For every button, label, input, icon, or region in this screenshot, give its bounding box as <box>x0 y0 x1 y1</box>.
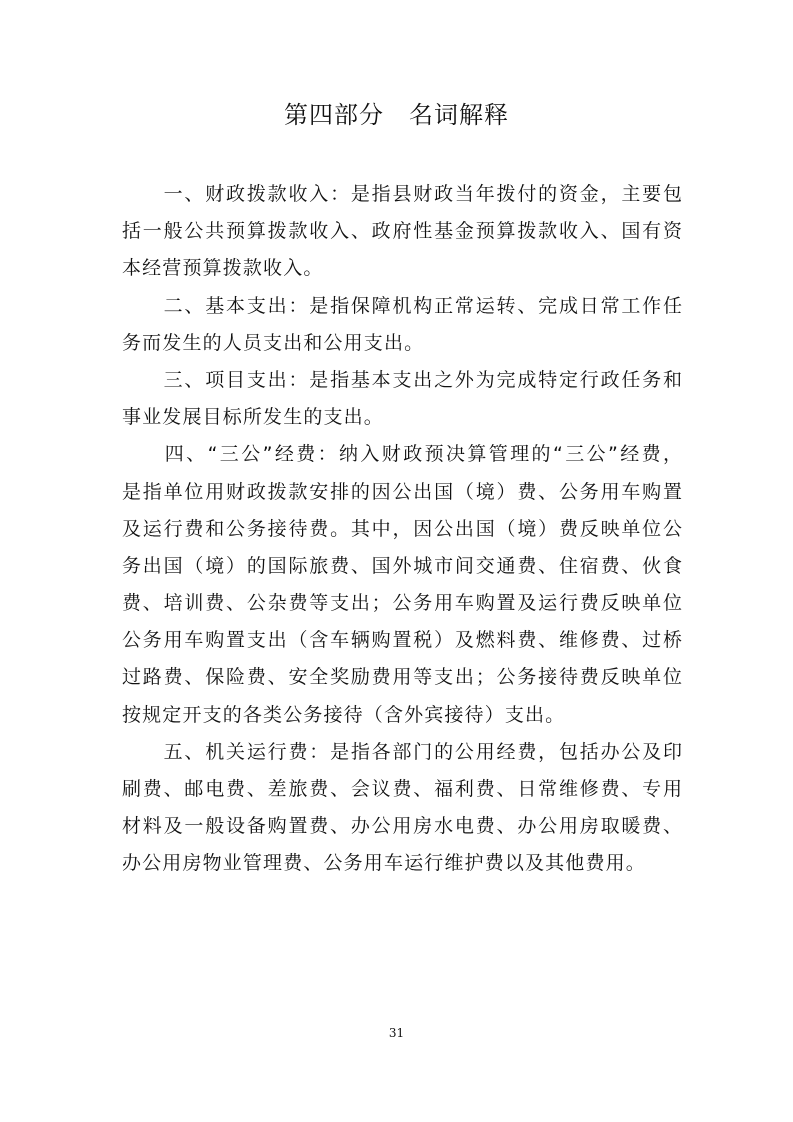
text-line: 五、机关运行费：是指各部门的公用经费，包括办公及印 <box>122 740 682 763</box>
text-line: 公务用车购置支出（含车辆购置税）及燃料费、维修费、过桥 <box>122 629 682 652</box>
page-number: 31 <box>388 1026 405 1040</box>
text-line: 费、培训费、公杂费等支出；公务用车购置及运行费反映单位 <box>122 592 682 615</box>
text-line: 本经营预算拨款收入。 <box>122 257 324 280</box>
text-line: 办公用房物业管理费、公务用车运行维护费以及其他费用。 <box>122 852 646 875</box>
text-line: 括一般公共预算拨款收入、政府性基金预算拨款收入、国有资 <box>122 220 682 243</box>
text-line: 按规定开支的各类公务接待（含外宾接待）支出。 <box>122 703 566 726</box>
text-line: 是指单位用财政拨款安排的因公出国（境）费、公务用车购置 <box>122 480 682 503</box>
text-line: 一、财政拨款收入：是指县财政当年拨付的资金，主要包 <box>122 183 682 205</box>
text-line: 过路费、保险费、安全奖励费用等支出；公务接待费反映单位 <box>122 666 682 689</box>
text-line: 三、项目支出：是指基本支出之外为完成特定行政任务和 <box>122 368 682 391</box>
document-body <box>122 176 682 883</box>
text-line: 材料及一般设备购置费、办公用房水电费、办公用房取暖费、 <box>122 815 682 838</box>
text-line: 刷费、邮电费、差旅费、会议费、福利费、日常维修费、专用 <box>122 778 682 800</box>
text-line: 四、“三公”经费：纳入财政预决算管理的“三公”经费， <box>122 443 682 466</box>
text-line: 务而发生的人员支出和公用支出。 <box>122 331 425 354</box>
text-line: 务出国（境）的国际旅费、国外城市间交通费、住宿费、伙食 <box>122 554 682 577</box>
text-line: 二、基本支出：是指保障机构正常运转、完成日常工作任 <box>122 294 682 317</box>
text-line: 事业发展目标所发生的支出。 <box>122 406 384 429</box>
page-title: 第四部分 名词解释 <box>284 101 509 129</box>
text-line: 及运行费和公务接待费。其中，因公出国（境）费反映单位公 <box>122 517 682 540</box>
